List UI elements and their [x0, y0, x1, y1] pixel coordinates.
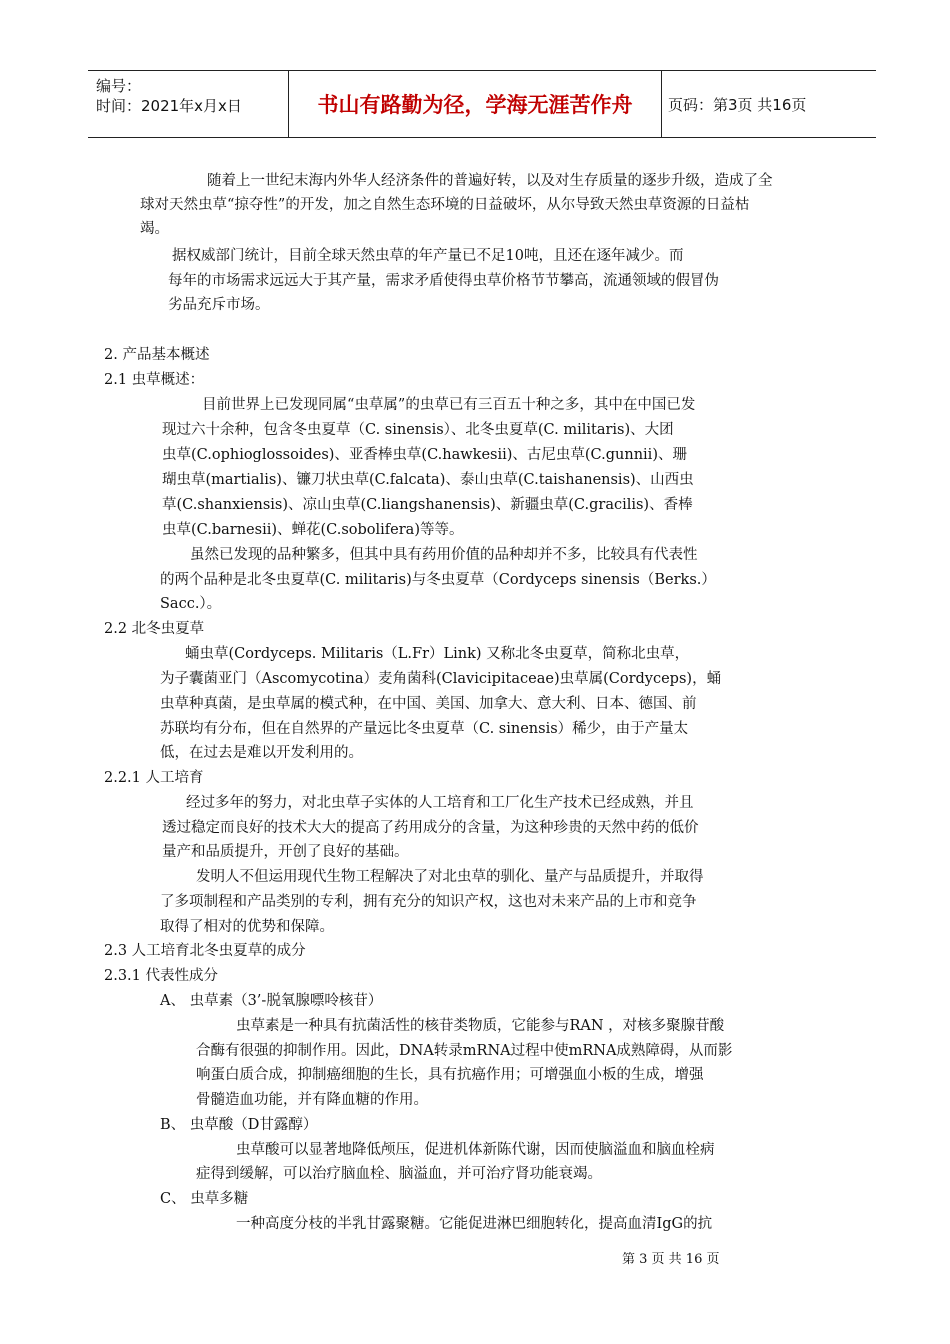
text-line: 苏联均有分布，但在自然界的产量远比冬虫夏草（C. sinensis）稀少，由于产量太	[160, 721, 689, 737]
time-label: 时间：2021年x月x日	[96, 97, 242, 115]
text-line: 虫草(C.barnesii)、蝉花(C.sobolifera)等等。	[162, 522, 464, 538]
text-line: 骨髓造血功能，并有降血糖的作用。	[196, 1092, 428, 1108]
text-line: 虫草酸可以显著地降低颅压，促进机体新陈代谢，因而使脑溢血和脑血栓病	[236, 1142, 715, 1158]
text-line: 透过稳定而良好的技术大大的提高了药用成分的含量，为这种珍贵的天然中药的低价	[162, 820, 699, 836]
text-line: C、 虫草多糖	[160, 1191, 249, 1207]
header-motto: 书山有路勤为径，学海无涯苦作舟	[288, 71, 662, 137]
text-line: 2.3.1 代表性成分	[104, 968, 219, 984]
text-line: A、 虫草素（3’-脱氧腺嘌呤核苷）	[160, 993, 383, 1009]
text-line: 现过六十余种，包含冬虫夏草（C. sinensis）、北冬虫夏草(C. militaris)、大团	[162, 422, 674, 438]
header-page-label: 页码：第3页 共16页	[668, 95, 807, 114]
text-line: 取得了相对的优势和保障。	[160, 919, 334, 935]
text-line: 症得到缓解，可以治疗脑血栓、脑溢血，并可治疗肾功能衰竭。	[196, 1166, 602, 1182]
text-line: 目前世界上已发现同属“虫草属”的虫草已有三百五十种之多，其中在中国已发	[202, 397, 696, 413]
text-line: 竭。	[140, 221, 169, 237]
text-line: 据权威部门统计，目前全球天然虫草的年产量已不足10吨，且还在逐年减少。而	[172, 248, 684, 264]
text-line: 虫草素是一种具有抗菌活性的核苷类物质，它能参与RAN ，对核多聚腺苷酸	[236, 1018, 725, 1034]
text-line: 2.2 北冬虫夏草	[104, 621, 205, 637]
text-line: 2. 产品基本概述	[104, 347, 210, 363]
number-label: 编号：	[96, 77, 142, 95]
header-meta	[88, 71, 288, 137]
text-line: 2.2.1 人工培育	[104, 770, 204, 786]
text-line: 劣品充斥市场。	[168, 297, 270, 313]
text-line: 随着上一世纪末海内外华人经济条件的普遍好转，以及对生存质量的逐步升级，造成了全	[207, 173, 773, 189]
text-line: 球对天然虫草“掠夺性”的开发，加之自然生态环境的日益破坏，从尔导致天然虫草资源的日益枯	[140, 197, 750, 213]
page-footer: 第 3 页 共 16 页	[622, 1252, 720, 1267]
text-line: 为子囊菌亚门（Ascomycotina）麦角菌科(Clavicipitaceae)虫草属(Cordyceps)，蛹	[160, 671, 722, 687]
text-line: 瑚虫草(martialis)、镰刀状虫草(C.falcata)、泰山虫草(C.taishanensis)、山西虫	[162, 472, 694, 488]
text-line: 低，在过去是难以开发利用的。	[160, 745, 363, 761]
text-line: 发明人不但运用现代生物工程解决了对北虫草的驯化、量产与品质提升，并取得	[196, 869, 704, 885]
text-line: 草(C.shanxiensis)、凉山虫草(C.liangshanensis)、新疆虫草(C.gracilis)、香棒	[162, 497, 693, 513]
text-line: 的两个品种是北冬虫夏草(C. militaris)与冬虫夏草（Cordyceps sinensis（Berks.）	[160, 572, 716, 588]
text-line: B、 虫草酸（D甘露醇）	[160, 1117, 318, 1133]
text-line: 虽然已发现的品种繁多，但其中具有药用价值的品种却并不多，比较具有代表性	[190, 547, 698, 563]
text-line: 合酶有很强的抑制作用。因此，DNA转录mRNA过程中使mRNA成熟障碍，从而影	[196, 1043, 733, 1059]
text-line: 每年的市场需求远远大于其产量，需求矛盾使得虫草价格节节攀高，流通领域的假冒伪	[168, 273, 719, 289]
text-line: 虫草种真菌，是虫草属的模式种，在中国、美国、加拿大、意大利、日本、德国、前	[160, 696, 697, 712]
text-line: 响蛋白质合成，抑制癌细胞的生长，具有抗癌作用；可增强血小板的生成，增强	[196, 1067, 704, 1083]
text-line: Sacc.）。	[160, 596, 222, 612]
text-line: 虫草(C.ophioglossoides)、亚香棒虫草(C.hawkesii)、古尼虫草(C.gunnii)、珊	[162, 447, 687, 463]
text-line: 蛹虫草(Cordyceps. Militaris（L.Fr）Link) 又称北冬虫夏草，简称北虫草，	[185, 646, 690, 662]
text-line: 量产和品质提升，开创了良好的基础。	[162, 844, 409, 860]
page-header	[88, 70, 876, 138]
text-line: 了多项制程和产品类别的专利，拥有充分的知识产权，这也对未来产品的上市和竞争	[160, 894, 697, 910]
text-line: 经过多年的努力，对北虫草子实体的人工培育和工厂化生产技术已经成熟，并且	[186, 795, 694, 811]
text-line: 2.1 虫草概述：	[104, 372, 205, 388]
text-line: 2.3 人工培育北冬虫夏草的成分	[104, 943, 306, 959]
text-line: 一种高度分枝的半乳甘露聚糖。它能促进淋巴细胞转化，提高血清IgG的抗	[236, 1216, 713, 1232]
